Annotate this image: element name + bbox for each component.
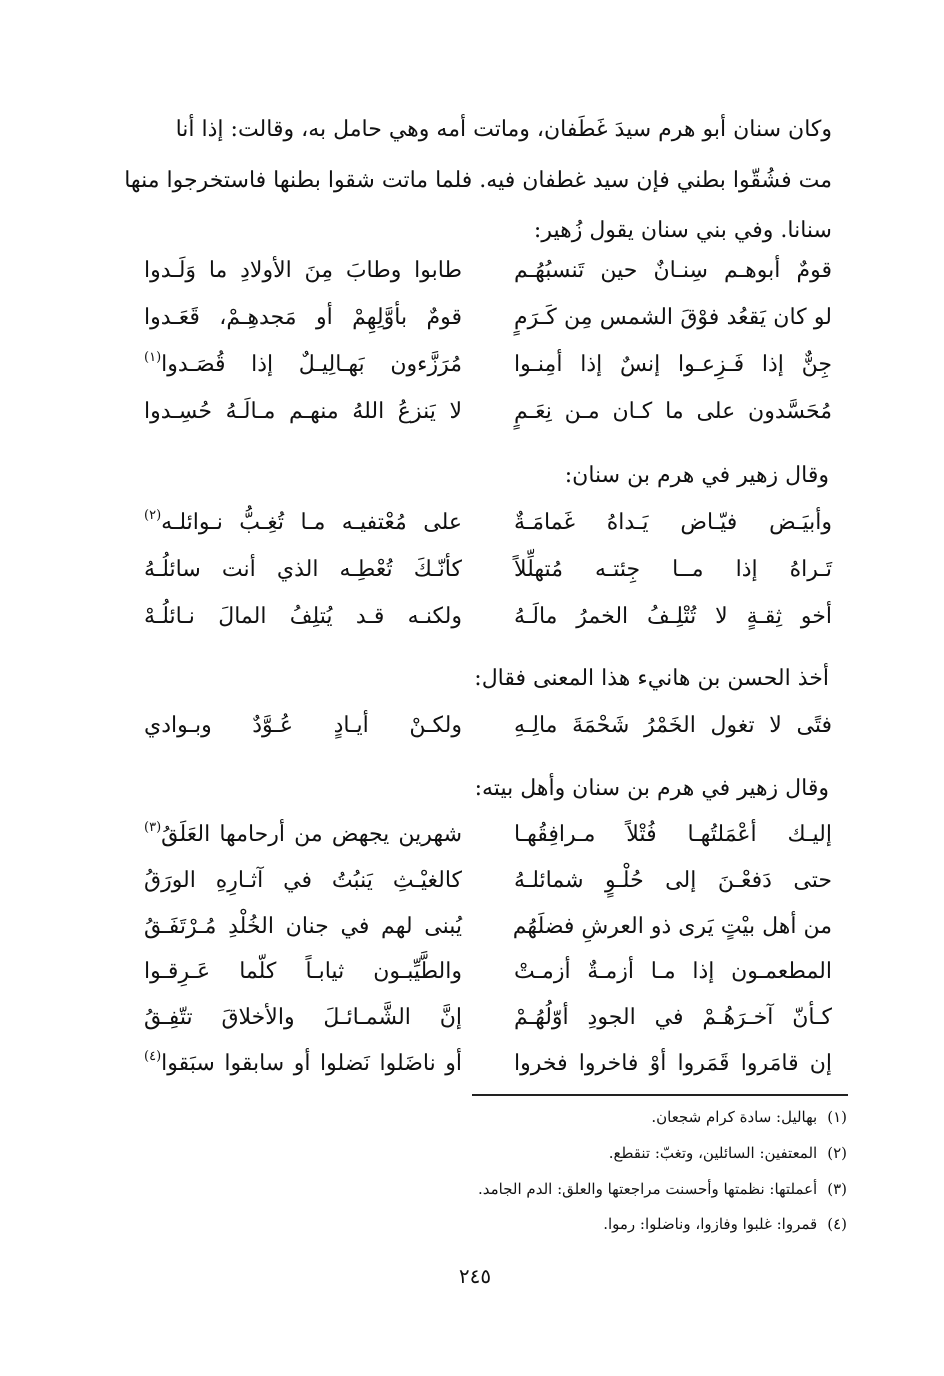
- poem-intro: وقال زهير في هرم بن سنان:: [564, 463, 829, 488]
- verse-line: [112, 1049, 832, 1091]
- verse-first-hemistich: أخو ثِقـةٍ لا تُتْلِـفُ الخمرُ مالَـهُ: [514, 604, 832, 629]
- hemistich-text: كأنّـكَ تُعْطِـه الذي أنت سائلُـهُ: [144, 557, 462, 582]
- verse-line: [112, 555, 832, 597]
- hemistich-text: كالغيْـثِ يَنبُتُ في آثـارِهِ الورَقُ: [144, 868, 462, 893]
- verse-first-hemistich: جِنٌّ إذا فَـزِعـوا إنسٌ إذا أمِنـوا: [514, 352, 832, 377]
- footnote: [603, 1213, 847, 1235]
- hemistich-text: مُرَزَّءون بَهـالِيـلٌ إذا قُصَـدوا: [161, 352, 462, 377]
- verse-line: [112, 602, 832, 644]
- verse-first-hemistich: إليـك أعْمَلتُهـا فُتْلاً مـرافِقُهـا: [514, 822, 832, 847]
- footnote-divider: [472, 1094, 848, 1096]
- footnote-number: (٢): [827, 1144, 847, 1162]
- footnote-marker[interactable]: (٣): [144, 820, 162, 835]
- verse-second-hemistich: [144, 957, 462, 987]
- prose-line: وكان سنان أبو هرم سيدَ غَطَفان، وماتت أمه وهي حامل به، وقالت: إذا أنا: [175, 117, 832, 142]
- verse-line: [112, 1003, 832, 1045]
- verse-first-hemistich: إن قامَروا قَمَروا أوْ فاخروا فخروا: [514, 1051, 832, 1076]
- verse-first-hemistich: المطعمـون إذا مـا أزمـةٌ أزمـتْ: [514, 959, 832, 984]
- footnote-number: (١): [827, 1108, 847, 1126]
- verse-line: [112, 350, 832, 392]
- verse-second-hemistich: [144, 256, 462, 286]
- verse-second-hemistich: [144, 303, 462, 333]
- poem-intro: أخذ الحسن بن هانيء هذا المعنى فقال:: [474, 666, 829, 691]
- footnote-text: قمروا: غلبوا وفازوا، وناضلوا: رموا.: [603, 1215, 818, 1233]
- verse-second-hemistich: [144, 602, 462, 632]
- verse-line: [112, 866, 832, 908]
- verse-first-hemistich: وأبيَـض فيّـاض يَـداهُ غَمامَـةٌ: [514, 510, 832, 535]
- verse-second-hemistich: [144, 350, 462, 383]
- footnote-marker[interactable]: (٤): [144, 1049, 162, 1064]
- verse-second-hemistich: [144, 397, 462, 427]
- verse-line: [112, 711, 832, 753]
- verse-first-hemistich: كـأنّ آخـرَهُـمْ في الجودِ أوّلُهُـمْ: [514, 1005, 832, 1030]
- prose-paragraph: [112, 116, 832, 245]
- hemistich-text: أو ناضَلوا نَضلوا أو سابقوا سبَقوا: [161, 1051, 462, 1076]
- verse-second-hemistich: [144, 508, 462, 541]
- prose-line: سنانا. وفي بني سنان يقول زُهير:: [533, 218, 832, 243]
- verse-first-hemistich: قومٌ أبوهـم سِنـانٌ حين تَنسبُهُـم: [514, 258, 832, 283]
- verse-line: [112, 397, 832, 439]
- poem-intro: وقال زهير في هرم بن سنان وأهل بيته:: [474, 776, 829, 801]
- verse-line: [112, 820, 832, 862]
- footnote-number: (٤): [827, 1215, 847, 1233]
- verse-second-hemistich: [144, 711, 462, 741]
- hemistich-text: إنَّ الشَّمـائـلَ والأخلاقَ تتّفِـقُ: [144, 1005, 462, 1030]
- verse-second-hemistich: [144, 1049, 462, 1082]
- hemistich-text: يُبنى لهم في جنان الخُلْدِ مُـرْتَفَـقُ: [144, 914, 462, 939]
- verse-second-hemistich: [144, 912, 462, 942]
- verse-line: [112, 303, 832, 345]
- page-number: ٢٤٥: [458, 1264, 492, 1288]
- footnote-number: (٣): [827, 1180, 847, 1198]
- verse-first-hemistich: حتى دَفعْـنَ إلى حُلْـوٍ شمائلـهُ: [514, 868, 832, 893]
- footnote: [478, 1178, 847, 1200]
- hemistich-text: ولكنـه قـد يُتلِفُ المالَ نـائلُـهْ: [144, 604, 462, 629]
- verse-first-hemistich: من أهل بيْتٍ يَرى ذو العرشِ فضلَهُم: [512, 914, 832, 939]
- footnote-marker[interactable]: (٢): [144, 508, 162, 523]
- footnote: [609, 1142, 847, 1164]
- verse-second-hemistich: [144, 820, 462, 853]
- verse-line: [112, 957, 832, 999]
- prose-line: مت فشُقّوا بطني فإن سيد غطفان فيه. فلما ماتت شقوا بطنها فاستخرجوا منها: [124, 168, 832, 193]
- footnote-text: بهاليل: سادة كرام شجعان.: [651, 1108, 818, 1126]
- footnote-text: أعملتها: نظمتها وأحسنت مراجعتها والعلق: الدم الجامد.: [477, 1180, 818, 1198]
- hemistich-text: لا يَنزعُ اللهُ منهـم مـالَـهُ حُسِـدوا: [144, 399, 462, 424]
- hemistich-text: ولكـنْ أيـادٍ عُـوَّدٌ وبـوادي: [144, 713, 462, 738]
- verse-first-hemistich: تَـراهُ إذا مــا جِئتـه مُتهلِّلاً: [514, 557, 832, 582]
- verse-second-hemistich: [144, 1003, 462, 1033]
- verse-line: [112, 912, 832, 954]
- hemistich-text: شهرين يجهض من أرحامها العَلَقُ: [161, 822, 462, 847]
- hemistich-text: على مُعْتفيـه مـا تُغِـبُّ نـوائلـه: [161, 510, 462, 535]
- verse-second-hemistich: [144, 866, 462, 896]
- hemistich-text: قومٌ بأوَّلِهِمْ أو مَجدهِـمْ، قَعَـدوا: [144, 305, 462, 330]
- hemistich-text: والطَّيِّبـون ثيابـاً كلّما عَـرِقـوا: [144, 959, 462, 984]
- verse-first-hemistich: فتًى لا تغول الخَمْرُ شَحْمَةَ مالِـهِ: [514, 713, 832, 738]
- footnote-marker[interactable]: (١): [144, 350, 162, 365]
- verse-second-hemistich: [144, 555, 462, 585]
- verse-line: [112, 256, 832, 298]
- hemistich-text: طابوا وطابَ مِنَ الأولادِ ما وَلَـدوا: [144, 258, 462, 283]
- verse-line: [112, 508, 832, 550]
- verse-first-hemistich: لو كان يَقعُد فوْقَ الشمس مِن كَـرَمٍ: [514, 305, 832, 330]
- footnote: [651, 1106, 847, 1128]
- footnote-text: المعتفين: السائلين، وتغبّ: تنقطع.: [608, 1144, 818, 1162]
- verse-first-hemistich: مُحَسَّدون على ما كـان مـن نِعَـمٍ: [514, 399, 832, 424]
